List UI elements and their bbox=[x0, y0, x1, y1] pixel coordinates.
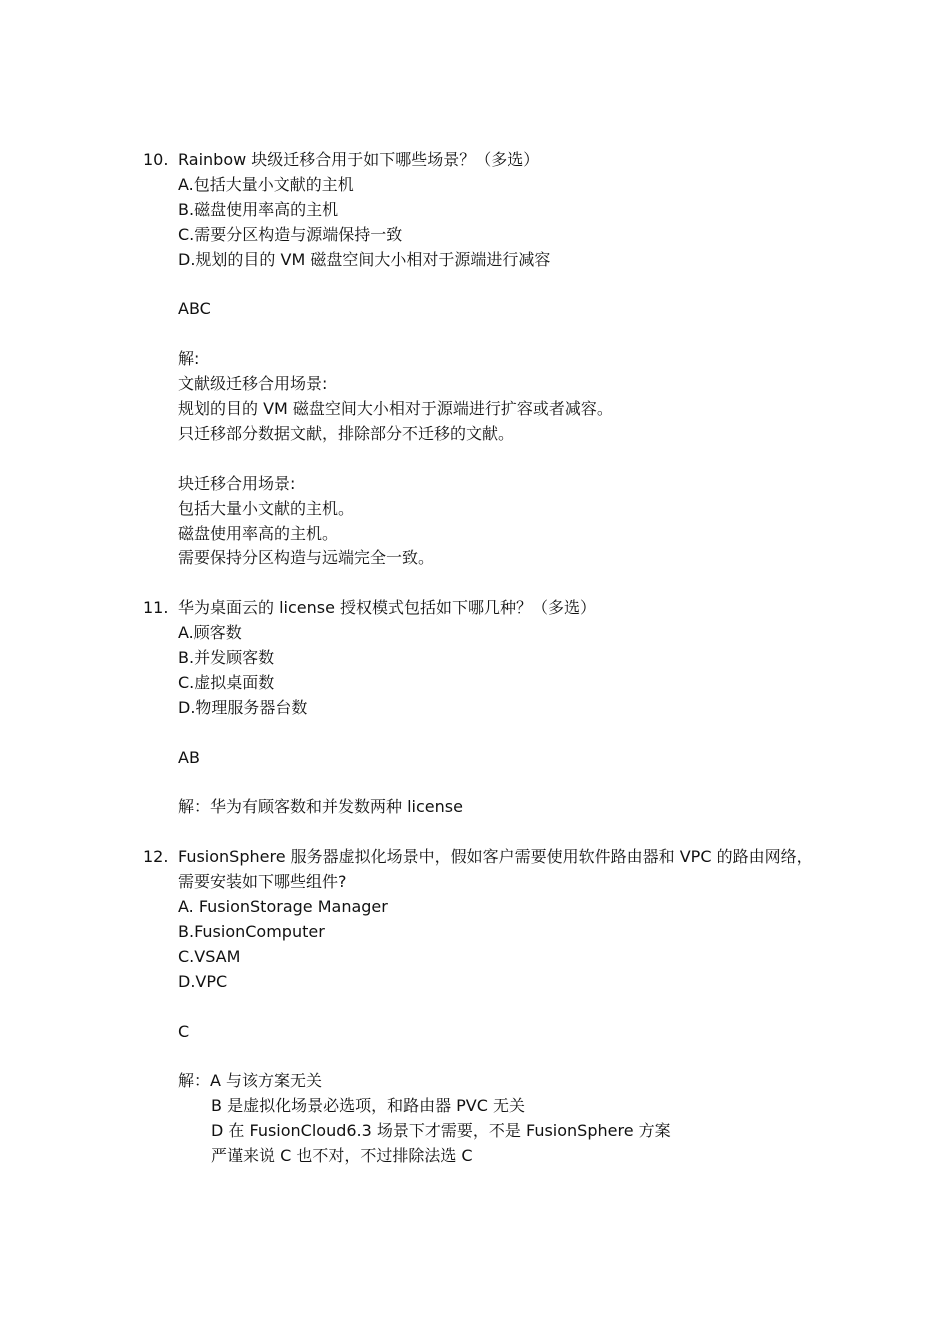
question-stem: 华为桌面云的 license 授权模式包括如下哪几种？（多选） bbox=[178, 598, 597, 618]
option-c: C.需要分区构造与源端保持一致 bbox=[178, 224, 403, 244]
option-c: C.虚拟桌面数 bbox=[178, 672, 275, 692]
explanation-line: 包括大量小文献的主机。 bbox=[178, 498, 355, 518]
explanation-line: 规划的目的 VM 磁盘空间大小相对于源端进行扩容或者减容。 bbox=[178, 399, 613, 419]
explanation-line: 磁盘使用率高的主机。 bbox=[178, 523, 339, 543]
explanation-line: 文献级迁移合用场景: bbox=[178, 374, 328, 394]
question-12 bbox=[0, 845, 818, 1169]
option-d: D.规划的目的 VM 磁盘空间大小相对于源端进行减容 bbox=[178, 249, 551, 269]
explanation-line: 严谨来说 C 也不对，不过排除法选 C bbox=[211, 1146, 473, 1166]
explanation-label: 解：华为有顾客数和并发数两种 license bbox=[178, 797, 463, 817]
option-a: A.包括大量小文献的主机 bbox=[178, 174, 354, 194]
question-number: 10. bbox=[143, 150, 169, 169]
option-a: A. FusionStorage Manager bbox=[178, 897, 388, 917]
option-b: B.磁盘使用率高的主机 bbox=[178, 199, 339, 219]
answer: C bbox=[178, 1021, 190, 1041]
explanation-line: 块迁移合用场景: bbox=[178, 473, 296, 493]
option-d: D.VPC bbox=[178, 971, 228, 991]
explanation-label: 解: bbox=[178, 349, 200, 369]
explanation-line: 需要保持分区构造与远端完全一致。 bbox=[178, 548, 435, 568]
question-number: 11. bbox=[143, 598, 169, 618]
document-page bbox=[0, 148, 950, 1169]
explanation-line: B 是虚拟化场景必选项，和路由器 PVC 无关 bbox=[211, 1096, 526, 1116]
question-stem: Rainbow 块级迁移合用于如下哪些场景？（多选） bbox=[178, 150, 540, 169]
option-b: B.FusionComputer bbox=[178, 921, 325, 941]
answer: AB bbox=[178, 747, 200, 767]
explanation-line: 只迁移部分数据文献，排除部分不迁移的文献。 bbox=[178, 423, 515, 443]
question-10 bbox=[0, 148, 818, 596]
question-number: 12. bbox=[143, 847, 169, 867]
option-d: D.物理服务器台数 bbox=[178, 697, 308, 717]
question-stem: FusionSphere 服务器虚拟化场景中，假如客户需要使用软件路由器和 VPC 的路由网络，需要安装如下哪些组件? bbox=[178, 847, 813, 892]
explanation-line: D 在 FusionCloud6.3 场景下才需要，不是 FusionSphere 方案 bbox=[211, 1121, 671, 1141]
option-a: A.顾客数 bbox=[178, 623, 242, 643]
answer: ABC bbox=[178, 299, 211, 319]
explanation-label: 解：A 与该方案无关 bbox=[178, 1071, 323, 1091]
option-b: B.并发顾客数 bbox=[178, 648, 275, 668]
question-11 bbox=[0, 596, 818, 845]
option-c: C.VSAM bbox=[178, 946, 241, 966]
